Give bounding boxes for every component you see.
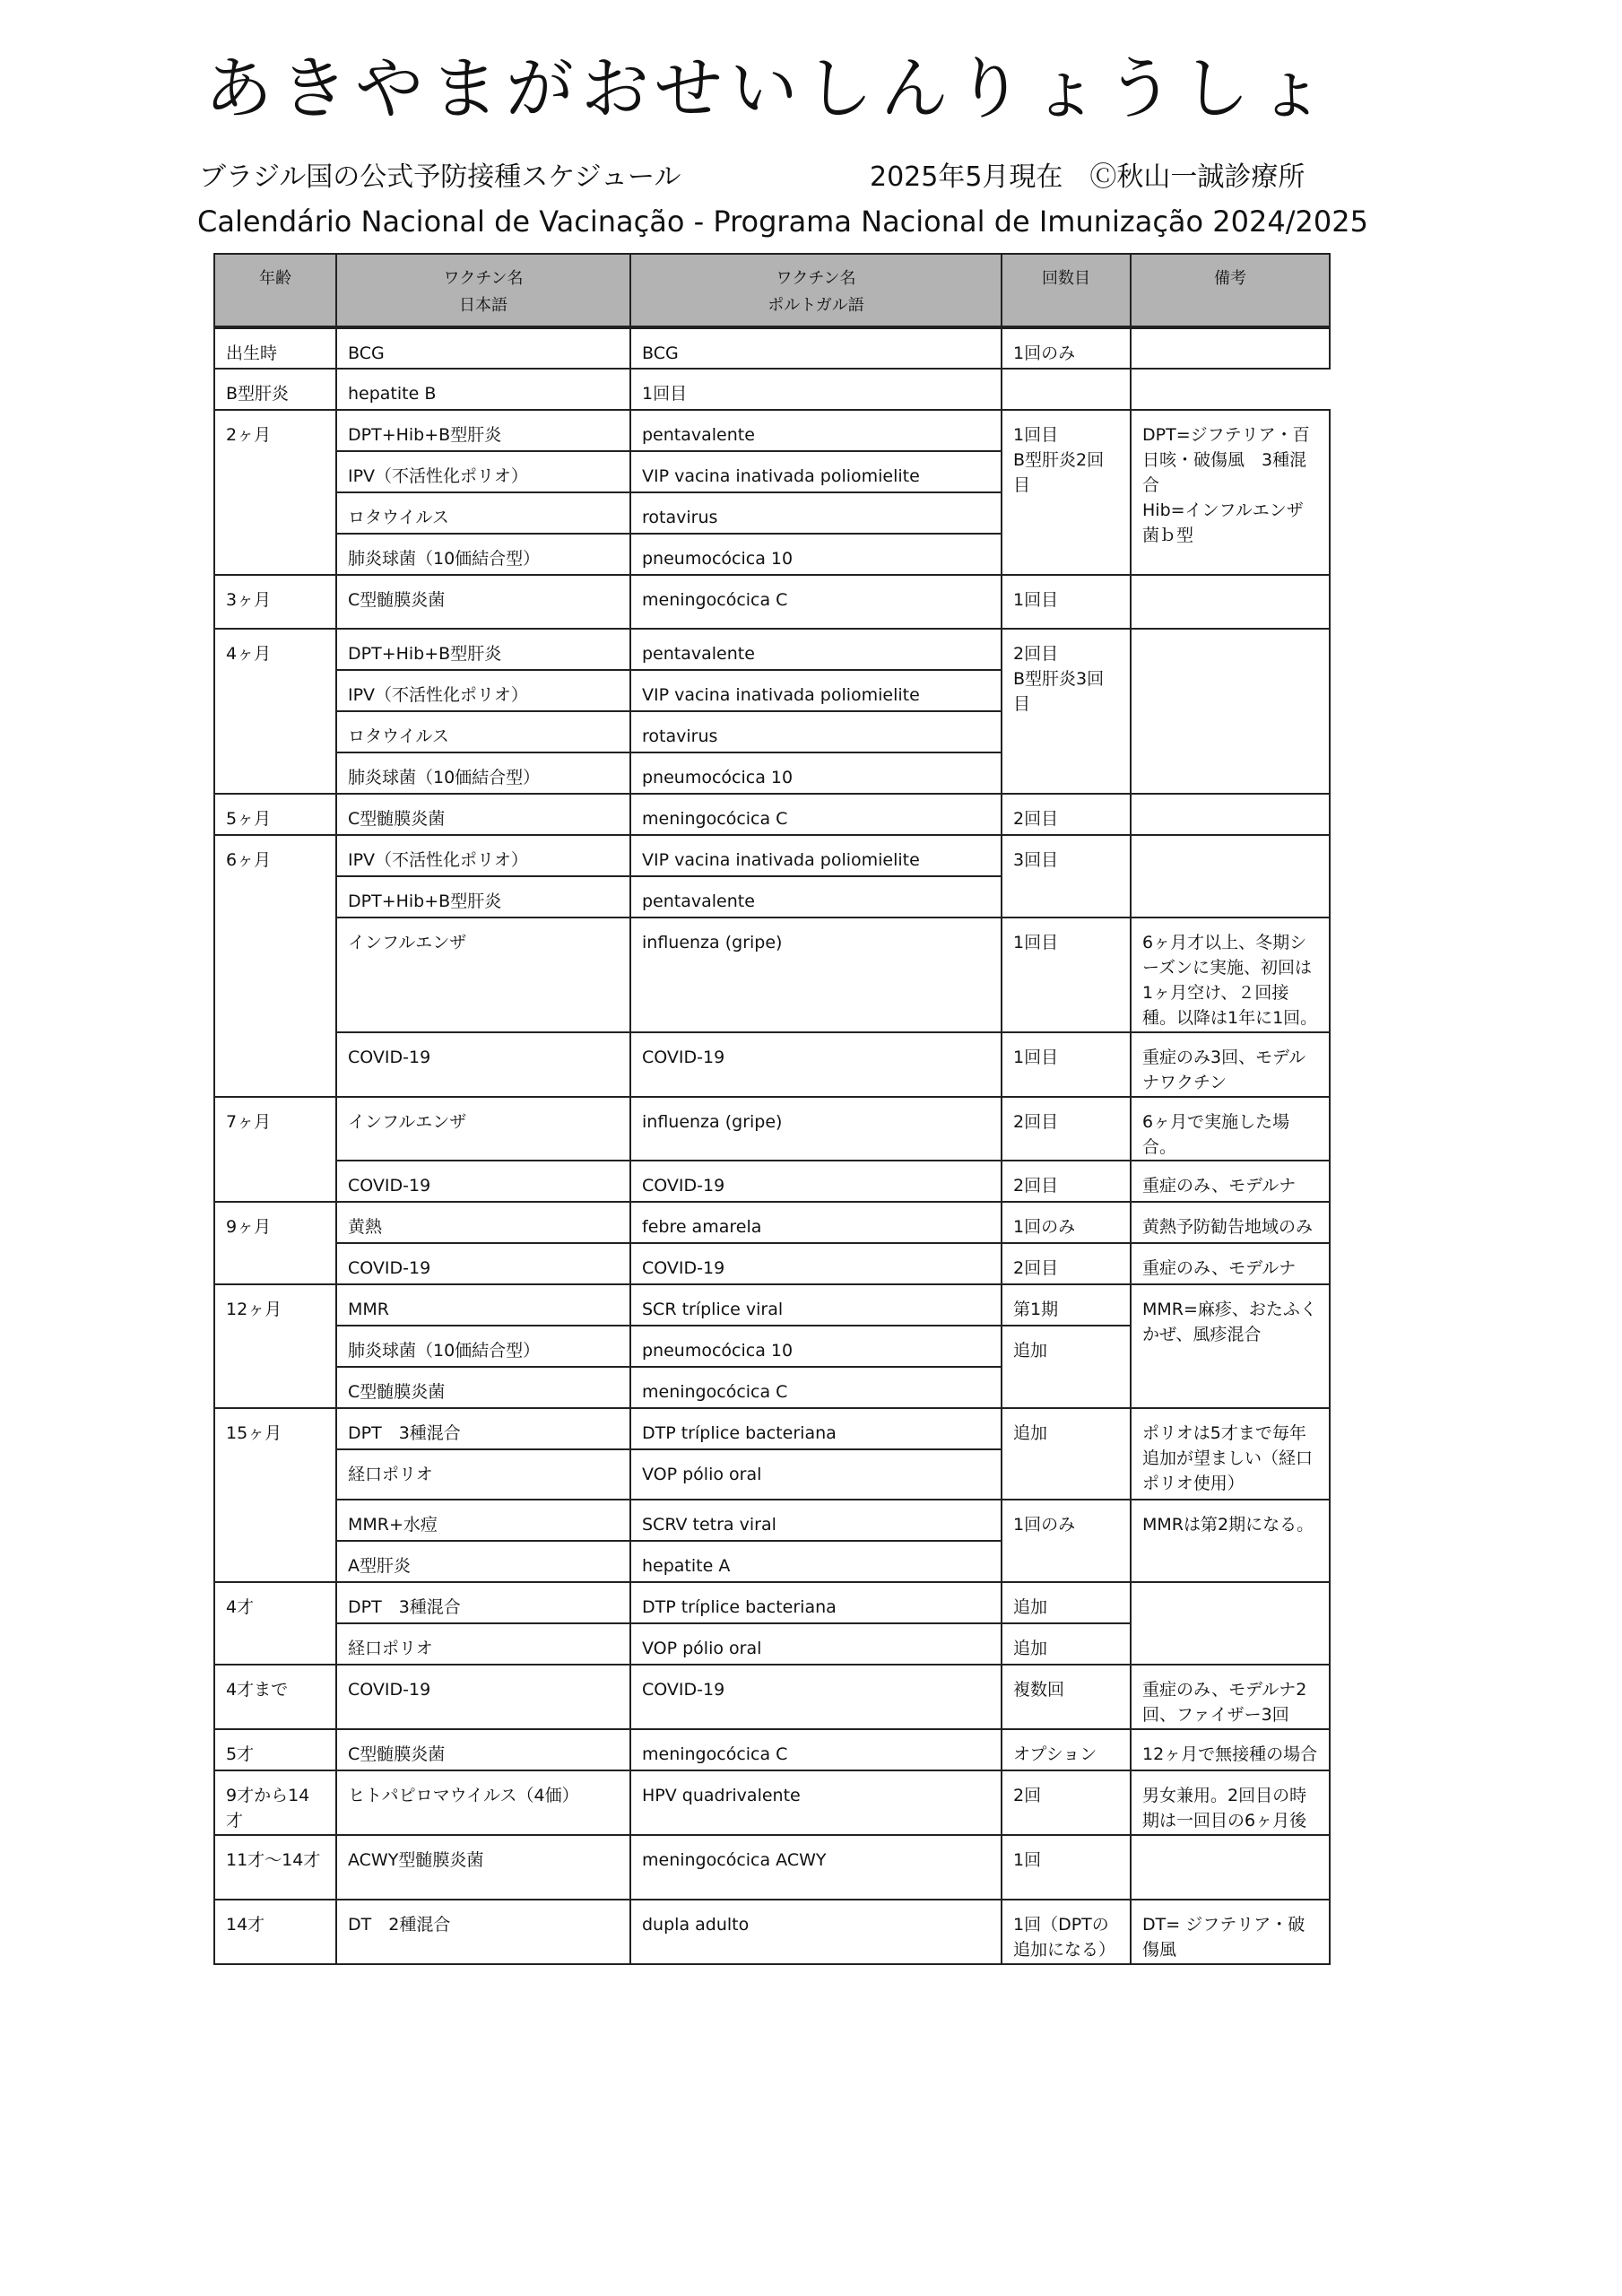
vaccine-pt-cell	[630, 1202, 1002, 1243]
vaccine-pt-cell	[630, 670, 1002, 711]
dose-cell-text: 複数回	[1013, 1680, 1065, 1700]
vaccine-pt-cell-text: VIP vacina inativada poliomielite	[642, 685, 920, 705]
vaccine-pt-cell	[630, 1623, 1002, 1665]
vaccine-jp-cell-text: C型髄膜炎菌	[348, 590, 446, 610]
dose-cell	[1002, 575, 1131, 629]
dose-cell-text: 1回目	[1013, 1048, 1059, 1067]
age-cell-text: 7ヶ月	[226, 1112, 272, 1132]
age-cell-text: 2ヶ月	[226, 425, 272, 445]
vaccine-jp-cell	[336, 1729, 630, 1770]
vaccine-jp-cell-text: ヒトパピロマウイルス（4価）	[348, 1786, 579, 1805]
vaccine-pt-cell-text: SCR tríplice viral	[642, 1300, 784, 1319]
vaccine-jp-cell-text: A型肝炎	[348, 1556, 411, 1576]
dose-cell	[1002, 1161, 1131, 1202]
vaccine-jp-cell	[336, 711, 630, 752]
vaccine-jp-cell	[336, 534, 630, 575]
vaccine-jp-cell	[336, 1665, 630, 1729]
table-row	[214, 327, 1330, 369]
age-cell	[214, 1770, 336, 1835]
age-cell	[214, 575, 336, 629]
vaccine-pt-cell	[630, 1161, 1002, 1202]
vaccine-jp-cell	[336, 876, 630, 918]
age-cell-text: 出生時	[226, 344, 278, 363]
table-row	[214, 1097, 1330, 1161]
vaccine-jp-cell-text: 肺炎球菌（10価結合型）	[348, 768, 541, 787]
dose-cell-text: 追加	[1013, 1639, 1048, 1658]
vaccine-pt-cell-text: meningocócica C	[642, 590, 788, 610]
vaccine-pt-cell	[630, 794, 1002, 835]
table-row	[214, 1582, 1330, 1623]
table-row	[214, 1408, 1330, 1449]
vaccine-jp-cell-text: インフルエンザ	[348, 933, 467, 952]
notes-cell	[1131, 1284, 1330, 1408]
vaccination-schedule-table	[213, 253, 1331, 1965]
dose-cell	[1002, 1623, 1131, 1665]
notes-cell	[1131, 1408, 1330, 1500]
vaccine-pt-cell-text: DTP tríplice bacteriana	[642, 1597, 837, 1617]
dose-cell	[1002, 1326, 1131, 1408]
age-cell-text: 9ヶ月	[226, 1217, 272, 1237]
dose-cell-text: 追加	[1013, 1341, 1048, 1361]
vaccine-pt-cell	[630, 1500, 1002, 1541]
age-cell-text: 3ヶ月	[226, 590, 272, 610]
vaccine-pt-cell-text: hepatite A	[642, 1556, 731, 1576]
vaccine-pt-cell	[630, 752, 1002, 794]
vaccine-pt-cell-text: COVID-19	[642, 1258, 725, 1278]
dose-cell-text: 追加	[1013, 1423, 1048, 1443]
vaccine-pt-cell	[630, 629, 1002, 670]
vaccine-pt-cell	[630, 1284, 1002, 1326]
notes-cell-text: Hib=インフルエンザ菌ｂ型	[1142, 500, 1304, 545]
vaccine-pt-cell-text: VOP pólio oral	[642, 1639, 762, 1658]
clinic-brand-title: あきやまがおせいしんりょうしょ	[204, 48, 1332, 128]
vaccine-jp-cell	[336, 1623, 630, 1665]
vaccine-jp-cell-text: インフルエンザ	[348, 1112, 467, 1132]
date-credit: 2025年5月現在 Ⓒ秋山一誠診療所	[870, 161, 1305, 193]
vaccine-jp-cell	[336, 410, 630, 451]
vaccine-pt-cell-text: pentavalente	[642, 425, 755, 445]
dose-cell-text: 1回のみ	[1013, 1515, 1076, 1535]
vaccine-jp-cell-text: DPT+Hib+B型肝炎	[348, 891, 502, 911]
notes-cell	[1131, 1202, 1330, 1243]
dose-cell	[1002, 1582, 1131, 1623]
table-row	[214, 1665, 1330, 1729]
notes-cell	[1131, 1835, 1330, 1900]
dose-cell-text: 2回目	[1013, 1112, 1059, 1132]
notes-cell-text: 重症のみ、モデルナ2回、ファイザー3回	[1142, 1680, 1307, 1725]
vaccine-jp-cell	[336, 1097, 630, 1161]
vaccine-pt-cell	[630, 1729, 1002, 1770]
table-row	[214, 1032, 1330, 1097]
notes-cell-text: DPT=ジフテリア・百日咳・破傷風 3種混合	[1142, 425, 1310, 495]
notes-cell	[1131, 1770, 1330, 1835]
dose-cell-text: オプション	[1013, 1744, 1097, 1764]
age-cell-text: 4才	[226, 1597, 255, 1617]
notes-cell	[1131, 575, 1330, 629]
vaccine-pt-cell	[630, 918, 1002, 1032]
notes-cell	[1131, 1729, 1330, 1770]
vaccine-pt-cell-text: pentavalente	[642, 891, 755, 911]
notes-cell-text: ポリオは5才まで毎年追加が望ましい（経口ポリオ使用）	[1142, 1423, 1314, 1493]
vaccine-pt-cell-text: influenza (gripe)	[642, 933, 783, 952]
vaccine-jp-cell-text: 経口ポリオ	[348, 1639, 433, 1658]
vaccine-jp-cell	[336, 1161, 630, 1202]
dose-cell-text: 2回	[1013, 1786, 1042, 1805]
table-row	[214, 369, 1330, 410]
vaccine-jp-cell	[336, 575, 630, 629]
vaccine-pt-cell	[630, 1449, 1002, 1500]
vaccine-pt-cell	[630, 1582, 1002, 1623]
vaccine-jp-cell	[336, 670, 630, 711]
vaccine-pt-cell-text: VIP vacina inativada poliomielite	[642, 466, 920, 486]
vaccine-pt-cell	[630, 1243, 1002, 1284]
dose-cell	[1002, 1032, 1131, 1097]
vaccine-jp-cell	[336, 1541, 630, 1582]
vaccine-jp-cell-text: IPV（不活性化ポリオ）	[348, 850, 528, 870]
vaccine-pt-cell-text: pneumocócica 10	[642, 549, 794, 569]
header-vaccine-pt-line1: ワクチン名	[776, 269, 856, 288]
vaccine-pt-cell	[630, 1665, 1002, 1729]
dose-cell	[1002, 1097, 1131, 1161]
age-cell	[214, 1665, 336, 1729]
notes-cell-text: 重症のみ、モデルナ	[1142, 1258, 1297, 1278]
dose-cell-text: B型肝炎3回目	[1013, 669, 1105, 714]
dose-cell-text: 2回目	[1013, 1258, 1059, 1278]
notes-cell-text: 重症のみ、モデルナ	[1142, 1176, 1297, 1196]
vaccine-jp-cell	[336, 1408, 630, 1449]
age-cell-text: 5ヶ月	[226, 809, 272, 829]
notes-cell	[1131, 1582, 1330, 1665]
vaccine-pt-cell-text: COVID-19	[642, 1048, 725, 1067]
notes-cell-text: 6ヶ月才以上、冬期シーズンに実施、初回は1ヶ月空け、２回接種。以降は1年に1回。	[1142, 933, 1318, 1028]
dose-cell	[1002, 918, 1131, 1032]
notes-cell	[1131, 918, 1330, 1032]
vaccine-pt-cell-text: VIP vacina inativada poliomielite	[642, 850, 920, 870]
header-dose: 回数目	[1002, 254, 1131, 327]
vaccine-jp-cell	[214, 369, 336, 410]
vaccine-pt-cell-text: COVID-19	[642, 1176, 725, 1196]
vaccine-pt-cell-text: dupla adulto	[642, 1915, 750, 1935]
vaccine-pt-cell	[630, 410, 1002, 451]
vaccine-jp-cell	[336, 1326, 630, 1367]
dose-cell-text: 2回目	[1013, 644, 1059, 664]
vaccine-jp-cell	[336, 1900, 630, 1964]
dose-cell	[1002, 794, 1131, 835]
vaccine-jp-cell	[336, 1202, 630, 1243]
age-cell-text: 9才から14才	[226, 1786, 310, 1831]
vaccine-pt-cell-text: pneumocócica 10	[642, 768, 794, 787]
vaccine-pt-cell-text: rotavirus	[642, 726, 718, 746]
table-row	[214, 410, 1330, 451]
vaccine-jp-cell-text: DPT 3種混合	[348, 1597, 461, 1617]
vaccine-pt-cell-text: meningocócica C	[642, 809, 788, 829]
vaccine-pt-cell-text: pneumocócica 10	[642, 1341, 794, 1361]
notes-cell	[1131, 327, 1330, 369]
vaccine-jp-cell-text: B型肝炎	[226, 384, 290, 404]
table-body	[214, 327, 1330, 1964]
vaccine-pt-cell	[630, 534, 1002, 575]
vaccine-jp-cell-text: COVID-19	[348, 1258, 431, 1278]
dose-cell-text: B型肝炎2回目	[1013, 450, 1105, 495]
notes-cell	[1131, 629, 1330, 794]
vaccine-jp-cell-text: COVID-19	[348, 1680, 431, 1700]
vaccine-pt-cell-text: VOP pólio oral	[642, 1465, 762, 1484]
vaccine-pt-cell	[630, 876, 1002, 918]
vaccine-jp-cell-text: ロタウイルス	[348, 726, 449, 746]
notes-cell-text: 重症のみ3回、モデルナワクチン	[1142, 1048, 1306, 1092]
notes-cell-text: MMRは第2期になる。	[1142, 1515, 1314, 1535]
vaccine-jp-cell-text: 肺炎球菌（10価結合型）	[348, 549, 541, 569]
header-age: 年齢	[214, 254, 336, 327]
vaccine-jp-cell-text: ACWY型髄膜炎菌	[348, 1850, 484, 1870]
vaccine-pt-cell	[630, 1367, 1002, 1408]
vaccine-jp-cell	[336, 492, 630, 534]
vaccine-jp-cell	[336, 1032, 630, 1097]
age-cell	[214, 629, 336, 794]
age-cell	[214, 1284, 336, 1408]
table-row	[214, 575, 1330, 629]
dose-cell	[1002, 1500, 1131, 1582]
age-cell	[214, 1729, 336, 1770]
notes-cell	[1131, 1900, 1330, 1964]
vaccine-pt-cell	[630, 711, 1002, 752]
vaccine-jp-cell-text: ロタウイルス	[348, 508, 449, 527]
age-cell	[214, 1582, 336, 1665]
dose-cell-text: 3回目	[1013, 850, 1059, 870]
dose-cell-text: 1回目	[1013, 590, 1059, 610]
table-row	[214, 835, 1330, 876]
vaccine-pt-cell-text: HPV quadrivalente	[642, 1786, 801, 1805]
vaccine-jp-cell-text: C型髄膜炎菌	[348, 1744, 446, 1764]
age-cell-text: 6ヶ月	[226, 850, 272, 870]
vaccine-jp-cell-text: MMR	[348, 1300, 389, 1319]
dose-cell-text: 1回（DPTの追加になる）	[1013, 1915, 1116, 1960]
vaccine-pt-cell	[630, 1900, 1002, 1964]
dose-cell-text: 1回目	[642, 384, 688, 404]
vaccine-pt-cell	[630, 1326, 1002, 1367]
header-vaccine-jp	[336, 254, 630, 327]
table-row	[214, 1243, 1330, 1284]
vaccine-jp-cell	[336, 835, 630, 876]
age-cell	[214, 327, 336, 369]
vaccine-pt-cell-text: COVID-19	[642, 1680, 725, 1700]
vaccine-jp-cell-text: DPT+Hib+B型肝炎	[348, 644, 502, 664]
dose-cell	[1002, 1900, 1131, 1964]
vaccine-jp-cell-text: 経口ポリオ	[348, 1465, 433, 1484]
vaccine-jp-cell-text: IPV（不活性化ポリオ）	[348, 466, 528, 486]
table-row	[214, 1900, 1330, 1964]
vaccine-pt-cell	[630, 451, 1002, 492]
vaccine-pt-cell	[336, 369, 630, 410]
vaccine-jp-cell	[336, 794, 630, 835]
notes-cell-text: 男女兼用。2回目の時期は一回目の6ヶ月後	[1142, 1786, 1307, 1831]
dose-cell	[1002, 1729, 1131, 1770]
vaccine-jp-cell-text: 黄熱	[348, 1217, 383, 1237]
vaccine-jp-cell	[336, 629, 630, 670]
age-cell-text: 15ヶ月	[226, 1423, 282, 1443]
age-cell-text: 14才	[226, 1915, 265, 1935]
table-row	[214, 1729, 1330, 1770]
vaccine-jp-cell-text: IPV（不活性化ポリオ）	[348, 685, 528, 705]
dose-cell-text: 1回目	[1013, 933, 1059, 952]
table-row	[214, 1500, 1330, 1541]
notes-cell-text: 12ヶ月で無接種の場合	[1142, 1744, 1318, 1764]
vaccine-pt-cell	[630, 835, 1002, 876]
age-cell	[214, 1900, 336, 1964]
vaccine-pt-cell-text: rotavirus	[642, 508, 718, 527]
notes-cell	[1131, 835, 1330, 918]
vaccine-jp-cell	[336, 1582, 630, 1623]
vaccine-jp-cell	[336, 918, 630, 1032]
vaccine-pt-cell-text: pentavalente	[642, 644, 755, 664]
age-cell	[214, 835, 336, 1097]
dose-cell-text: 1回のみ	[1013, 1217, 1076, 1237]
vaccine-pt-cell-text: meningocócica ACWY	[642, 1850, 827, 1870]
dose-cell	[1002, 1243, 1131, 1284]
age-cell-text: 5才	[226, 1744, 255, 1764]
dose-cell-text: 追加	[1013, 1597, 1048, 1617]
notes-cell	[1131, 1243, 1330, 1284]
vaccine-jp-cell-text: 肺炎球菌（10価結合型）	[348, 1341, 541, 1361]
vaccine-pt-cell-text: influenza (gripe)	[642, 1112, 783, 1132]
table-header-row	[214, 254, 1330, 327]
dose-cell	[1002, 327, 1131, 369]
vaccine-jp-cell-text: C型髄膜炎菌	[348, 1382, 446, 1402]
notes-cell	[1131, 794, 1330, 835]
vaccine-jp-cell-text: DPT 3種混合	[348, 1423, 461, 1443]
vaccine-jp-cell	[336, 1367, 630, 1408]
vaccine-jp-cell	[336, 1770, 630, 1835]
vaccine-jp-cell-text: C型髄膜炎菌	[348, 809, 446, 829]
table-row	[214, 794, 1330, 835]
vaccine-pt-cell	[630, 575, 1002, 629]
dose-cell	[1002, 1202, 1131, 1243]
vaccine-pt-cell	[630, 1408, 1002, 1449]
vaccine-jp-cell	[336, 752, 630, 794]
vaccine-pt-cell	[630, 1835, 1002, 1900]
vaccine-jp-cell-text: BCG	[348, 344, 385, 363]
vaccine-jp-cell-text: DPT+Hib+B型肝炎	[348, 425, 502, 445]
vaccine-jp-cell	[336, 1449, 630, 1500]
dose-cell-text: 第1期	[1013, 1300, 1059, 1319]
vaccine-pt-cell	[630, 1770, 1002, 1835]
notes-cell	[1131, 1032, 1330, 1097]
age-cell	[214, 1408, 336, 1582]
title-portuguese: Calendário Nacional de Vacinação - Programa Nacional de Imunização 2024/2025	[197, 204, 1368, 239]
dose-cell	[1002, 1284, 1131, 1326]
dose-cell	[1002, 835, 1131, 918]
notes-cell-text: DT= ジフテリア・破傷風	[1142, 1915, 1305, 1960]
dose-cell-text: 1回	[1013, 1850, 1042, 1870]
age-cell	[214, 794, 336, 835]
dose-cell-text: 2回目	[1013, 1176, 1059, 1196]
vaccine-pt-cell-text: DTP tríplice bacteriana	[642, 1423, 837, 1443]
vaccine-jp-cell	[336, 1284, 630, 1326]
age-cell-text: 11才〜14才	[226, 1850, 321, 1870]
age-cell	[214, 410, 336, 575]
table-row	[214, 1202, 1330, 1243]
notes-cell	[1131, 410, 1330, 575]
notes-cell	[1131, 1500, 1330, 1582]
dose-cell	[1002, 410, 1131, 575]
notes-cell	[1131, 1097, 1330, 1161]
header-vaccine-jp-line1: ワクチン名	[443, 269, 524, 288]
vaccine-jp-cell-text: DT 2種混合	[348, 1915, 451, 1935]
vaccine-jp-cell	[336, 451, 630, 492]
vaccine-pt-cell	[630, 327, 1002, 369]
vaccine-jp-cell-text: MMR+水痘	[348, 1515, 438, 1535]
dose-cell-text: 1回のみ	[1013, 344, 1076, 363]
vaccine-jp-cell	[336, 1835, 630, 1900]
table-row	[214, 1770, 1330, 1835]
vaccine-pt-cell-text: meningocócica C	[642, 1744, 788, 1764]
dose-cell	[1002, 1770, 1131, 1835]
header-vaccine-pt-line2: ポルトガル語	[768, 296, 864, 315]
vaccine-jp-cell	[336, 1243, 630, 1284]
header-vaccine-jp-line2: 日本語	[459, 296, 507, 315]
vaccine-pt-cell	[630, 492, 1002, 534]
dose-cell	[1002, 1408, 1131, 1500]
age-cell	[214, 1202, 336, 1284]
dose-cell	[1002, 1835, 1131, 1900]
table-row	[214, 1284, 1330, 1326]
table-row	[214, 1835, 1330, 1900]
notes-cell	[1131, 1665, 1330, 1729]
table-row	[214, 629, 1330, 670]
vaccine-pt-cell	[630, 1032, 1002, 1097]
header-vaccine-pt	[630, 254, 1002, 327]
vaccine-pt-cell-text: meningocócica C	[642, 1382, 788, 1402]
vaccine-jp-cell	[336, 1500, 630, 1541]
vaccine-pt-cell-text: hepatite B	[348, 384, 437, 404]
age-cell-text: 12ヶ月	[226, 1300, 282, 1319]
notes-cell-text: MMR=麻疹、おたふくかぜ、風疹混合	[1142, 1300, 1317, 1344]
vaccine-pt-cell-text: BCG	[642, 344, 679, 363]
age-cell	[214, 1835, 336, 1900]
header-notes: 備考	[1131, 254, 1330, 327]
notes-cell-text: 6ヶ月で実施した場合。	[1142, 1112, 1290, 1157]
header-line-1	[199, 154, 1320, 194]
vaccine-jp-cell-text: COVID-19	[348, 1176, 431, 1196]
vaccine-pt-cell	[630, 1541, 1002, 1582]
table-row	[214, 918, 1330, 1032]
dose-cell-text: 2回目	[1013, 809, 1059, 829]
title-japanese: ブラジル国の公式予防接種スケジュール	[199, 161, 681, 193]
vaccine-pt-cell-text: febre amarela	[642, 1217, 762, 1237]
table-row	[214, 1161, 1330, 1202]
dose-cell	[630, 369, 1002, 410]
vaccine-pt-cell	[630, 1097, 1002, 1161]
vaccine-pt-cell-text: SCRV tetra viral	[642, 1515, 776, 1535]
dose-cell-text: 1回目	[1013, 425, 1059, 445]
age-cell-text: 4ヶ月	[226, 644, 272, 664]
dose-cell	[1002, 1665, 1131, 1729]
notes-cell	[1131, 1161, 1330, 1202]
dose-cell	[1002, 629, 1131, 794]
vaccine-jp-cell	[336, 327, 630, 369]
notes-cell-text: 黄熱予防勧告地域のみ	[1142, 1217, 1314, 1237]
vaccine-jp-cell-text: COVID-19	[348, 1048, 431, 1067]
age-cell-text: 4才まで	[226, 1680, 289, 1700]
age-cell	[214, 1097, 336, 1202]
notes-cell	[1002, 369, 1131, 410]
